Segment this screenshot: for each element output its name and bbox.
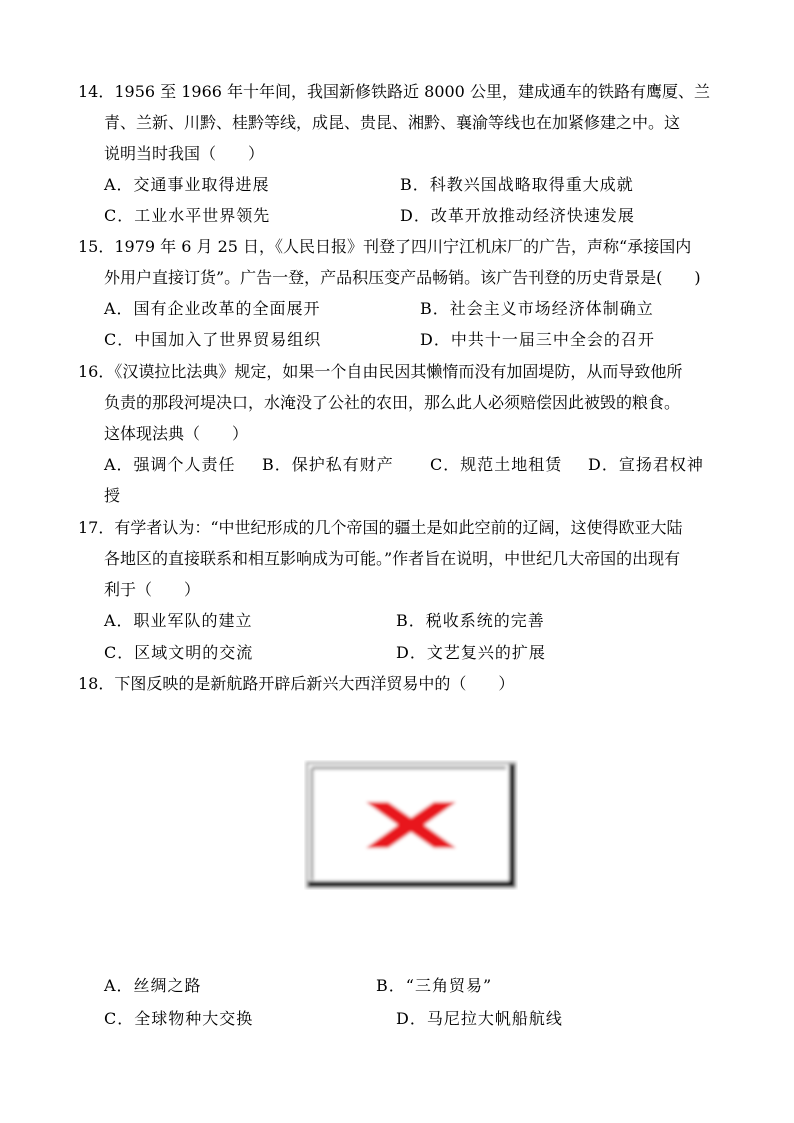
q15-option-b: B．社会主义市场经济体制确立: [420, 299, 654, 318]
q17-option-d: D．文艺复兴的扩展: [396, 643, 546, 662]
q15-option-c: C．中国加入了世界贸易组织: [104, 330, 322, 349]
q16-line-2: 负责的那段河堤决口，水淹没了公社的农田，那么此人必须赔偿因此被毁的粮食。: [104, 393, 681, 412]
q15-option-a: A．国有企业改革的全面展开: [104, 299, 321, 318]
q16-option-d-wrap: 授: [104, 486, 122, 505]
q17-option-b: B．税收系统的完善: [396, 611, 545, 630]
q16-option-d: D．宣扬君权神: [588, 455, 704, 474]
q14-option-d: D．改革开放推动经济快速发展: [400, 206, 635, 225]
q18-option-a: A．丝绸之路: [104, 976, 202, 995]
q14-option-b: B．科教兴国战略取得重大成就: [400, 175, 634, 194]
broken-image-icon: [304, 760, 518, 890]
q18-option-d: D．马尼拉大帆船航线: [396, 1009, 563, 1028]
q17-option-c: C．区域文明的交流: [104, 643, 254, 662]
q15-line-1: 15．1979 年 6 月 25 日，《人民日报》刊登了四川宁江机床厂的广告，声称“承接国内: [78, 237, 692, 256]
q17-option-a: A．职业军队的建立: [104, 611, 253, 630]
q18-line-1: 18．下图反映的是新航路开辟后新兴大西洋贸易中的（ ）: [78, 674, 515, 693]
q18-option-c: C．全球物种大交换: [104, 1009, 254, 1028]
q15-line-2: 外用户直接订货”。广告一登，产品积压变产品畅销。该广告刊登的历史背景是( ): [104, 268, 701, 287]
q14-option-a: A．交通事业取得进展: [104, 175, 270, 194]
q14-line-1: 14．1956 至 1966 年十年间，我国新修铁路近 8000 公里，建成通车的铁路有鹰厦、兰: [78, 82, 710, 101]
q16-option-c: C．规范土地租赁: [430, 455, 563, 474]
q18-option-b: B．“三角贸易”: [376, 976, 493, 995]
q14-line-3: 说明当时我国（ ）: [104, 144, 265, 163]
q14-option-c: C．工业水平世界领先: [104, 206, 271, 225]
q16-option-a: A．强调个人责任: [104, 455, 236, 474]
q17-line-1: 17．有学者认为：“中世纪形成的几个帝国的疆土是如此空前的辽阔，这使得欧亚大陆: [78, 518, 683, 537]
q17-line-2: 各地区的直接联系和相互影响成为可能。”作者旨在说明，中世纪几大帝国的出现有: [104, 549, 681, 568]
q15-option-d: D．中共十一届三中全会的召开: [420, 330, 655, 349]
q17-line-3: 利于（ ）: [104, 580, 201, 599]
q16-line-1: 16．《汉谟拉比法典》规定，如果一个自由民因其懒惰而没有加固堤防，从而导致他所: [78, 362, 683, 381]
q16-option-b: B．保护私有财产: [262, 455, 394, 474]
q14-line-2: 青、兰新、川黔、桂黔等线，成昆、贵昆、湘黔、襄渝等线也在加紧修建之中。这: [104, 113, 681, 132]
q16-line-3: 这体现法典（ ）: [104, 424, 249, 443]
